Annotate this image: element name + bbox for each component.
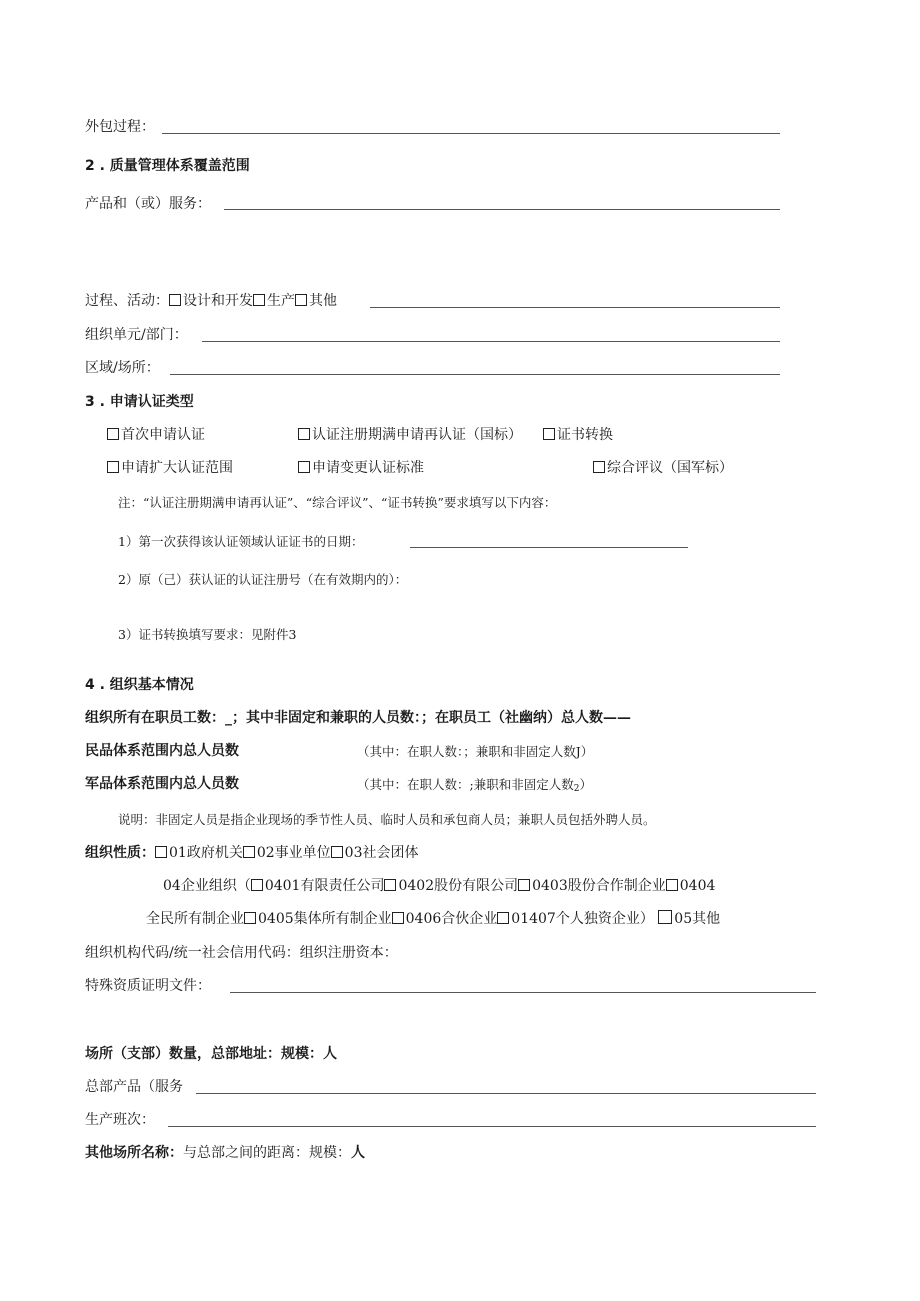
org-unit-label: 组织单元/部门： <box>85 327 188 343</box>
cert-type-renewal-label: 认证注册期满申请再认证（国标） <box>312 427 522 443</box>
enterprise-partnership: 0406合伙企业 <box>405 911 498 927</box>
checkbox[interactable] <box>155 846 167 858</box>
checkbox[interactable] <box>518 879 530 891</box>
section4-heading: 4 . 组织基本情况 <box>85 677 194 693</box>
enterprise-state-owned: 全民所有制企业 <box>146 911 244 927</box>
civil-staff-note: （其中：在职人数：；兼职和非固定人数J） <box>357 744 594 759</box>
sec3-item3: 3）证书转换填写要求：见附件3 <box>118 627 297 642</box>
checkbox[interactable] <box>253 294 265 306</box>
enterprise-collective: 0405集体所有制企业 <box>258 911 392 927</box>
cert-type-review-label: 综合评议（国军标） <box>607 460 733 476</box>
cert-type-initial[interactable] <box>107 426 205 444</box>
sec3-item2: 2）原（己）获认证的认证注册号（在有效期内的）： <box>118 572 408 587</box>
checkbox[interactable] <box>107 428 119 440</box>
first-cert-date-field[interactable] <box>410 547 688 548</box>
other-sites-line <box>85 1144 365 1162</box>
enterprise-joint-stock: 0402股份有限公司 <box>398 878 519 894</box>
process-row <box>85 292 337 310</box>
sec3-item1: 1）第一次获得该认证领域认证证书的日期： <box>118 534 364 549</box>
checkbox[interactable] <box>593 461 605 473</box>
checkbox[interactable] <box>244 912 256 924</box>
checkbox[interactable] <box>298 461 310 473</box>
cert-type-change[interactable] <box>298 459 424 477</box>
enterprise-llc: 0401有限责任公司 <box>264 878 385 894</box>
staff-explain: 说明：非固定人员是指企业现场的季节性人员、临时人员和承包商人员；兼职人员包括外聘人员。 <box>118 812 656 827</box>
cert-type-transfer[interactable] <box>543 426 613 444</box>
military-staff-note-text: （其中：在职人数：;兼职和非固定人数 <box>357 777 574 792</box>
process-other-field[interactable] <box>370 307 780 308</box>
special-qual-label: 特殊资质证明文件： <box>85 978 211 994</box>
other-sites-rest: 与总部之间的距离：规模： <box>183 1145 351 1161</box>
civil-staff-label <box>85 742 239 760</box>
military-staff-label <box>85 775 239 793</box>
enterprise-label: 04企业组织（ <box>163 878 251 894</box>
org-nature-social: 03社会团体 <box>344 845 419 861</box>
checkbox[interactable] <box>384 879 396 891</box>
sites-line: 场所（支部）数量，总部地址：规模：人 <box>85 1046 337 1062</box>
checkbox[interactable] <box>331 846 343 858</box>
cert-type-transfer-label: 证书转换 <box>557 427 613 443</box>
military-staff-note <box>357 776 592 798</box>
hq-products-label: 总部产品（服务 <box>85 1079 183 1095</box>
org-nature-label: 组织性质： <box>85 845 155 861</box>
enterprise-sole: 01407个人独资企业） <box>511 911 654 927</box>
cert-type-initial-label: 首次申请认证 <box>121 427 205 443</box>
org-nature-institution: 02事业单位 <box>256 845 331 861</box>
org-unit-field[interactable] <box>202 341 780 342</box>
cert-type-renewal[interactable] <box>298 426 522 444</box>
org-nature-gov: 01政府机关 <box>169 845 243 861</box>
hq-products-field[interactable] <box>196 1093 816 1094</box>
enterprise-row1 <box>163 877 715 895</box>
process-opt-design: 设计和开发 <box>183 293 253 309</box>
checkbox[interactable] <box>243 846 255 858</box>
area-field[interactable] <box>170 374 780 375</box>
section2-heading: 2 . 质量管理体系覆盖范围 <box>85 158 250 174</box>
checkbox[interactable] <box>169 294 181 306</box>
area-label: 区域/场所： <box>85 360 160 376</box>
checkbox[interactable] <box>666 879 678 891</box>
enterprise-coop: 0403股份合作制企业 <box>532 878 666 894</box>
outsourcing-label: 外包过程： <box>85 119 155 135</box>
process-label: 过程、活动： <box>85 293 169 309</box>
products-label: 产品和（或）服务： <box>85 196 211 212</box>
checkbox[interactable] <box>543 428 555 440</box>
enterprise-row2 <box>146 910 720 928</box>
process-opt-other: 其他 <box>309 293 337 309</box>
checkbox[interactable] <box>251 879 263 891</box>
military-staff-label-text: 军品体系范围内总人员数 <box>85 776 239 792</box>
org-nature-row <box>85 844 418 862</box>
checkbox[interactable] <box>497 912 509 924</box>
cert-type-expand[interactable] <box>107 459 233 477</box>
checkbox[interactable] <box>658 910 672 924</box>
other-sites-label: 其他场所名称： <box>85 1145 183 1161</box>
military-staff-subscript: 2 <box>573 784 580 794</box>
cert-type-change-label: 申请变更认证标准 <box>312 460 424 476</box>
cert-type-expand-label: 申请扩大认证范围 <box>121 460 233 476</box>
checkbox[interactable] <box>107 461 119 473</box>
section3-heading: 3 . 申请认证类型 <box>85 394 194 410</box>
products-field[interactable] <box>224 209 780 210</box>
process-opt-production: 生产 <box>267 293 295 309</box>
military-staff-close: ） <box>579 777 592 792</box>
org-code-line: 组织机构代码/统一社会信用代码：组织注册资本： <box>85 945 398 961</box>
enterprise-other: 05其他 <box>674 911 721 927</box>
sec3-note: 注：“认证注册期满申请再认证”、“综合评议”、“证书转换”要求填写以下内容： <box>118 495 557 510</box>
enterprise-0404: 0404 <box>679 878 716 894</box>
checkbox[interactable] <box>392 912 404 924</box>
staff-count-line: 组织所有在职员工数：_；其中非固定和兼职的人员数：；在职员工（社幽纳）总人数—— <box>85 710 631 726</box>
other-sites-end: 人 <box>351 1145 365 1161</box>
checkbox[interactable] <box>298 428 310 440</box>
special-qual-field[interactable] <box>230 992 816 993</box>
civil-staff-label-text: 民品体系范围内总人员数 <box>85 743 239 759</box>
shifts-label: 生产班次： <box>85 1112 155 1128</box>
checkbox[interactable] <box>295 294 307 306</box>
shifts-field[interactable] <box>168 1126 816 1127</box>
outsourcing-field[interactable] <box>162 133 780 134</box>
cert-type-review[interactable] <box>593 459 733 477</box>
